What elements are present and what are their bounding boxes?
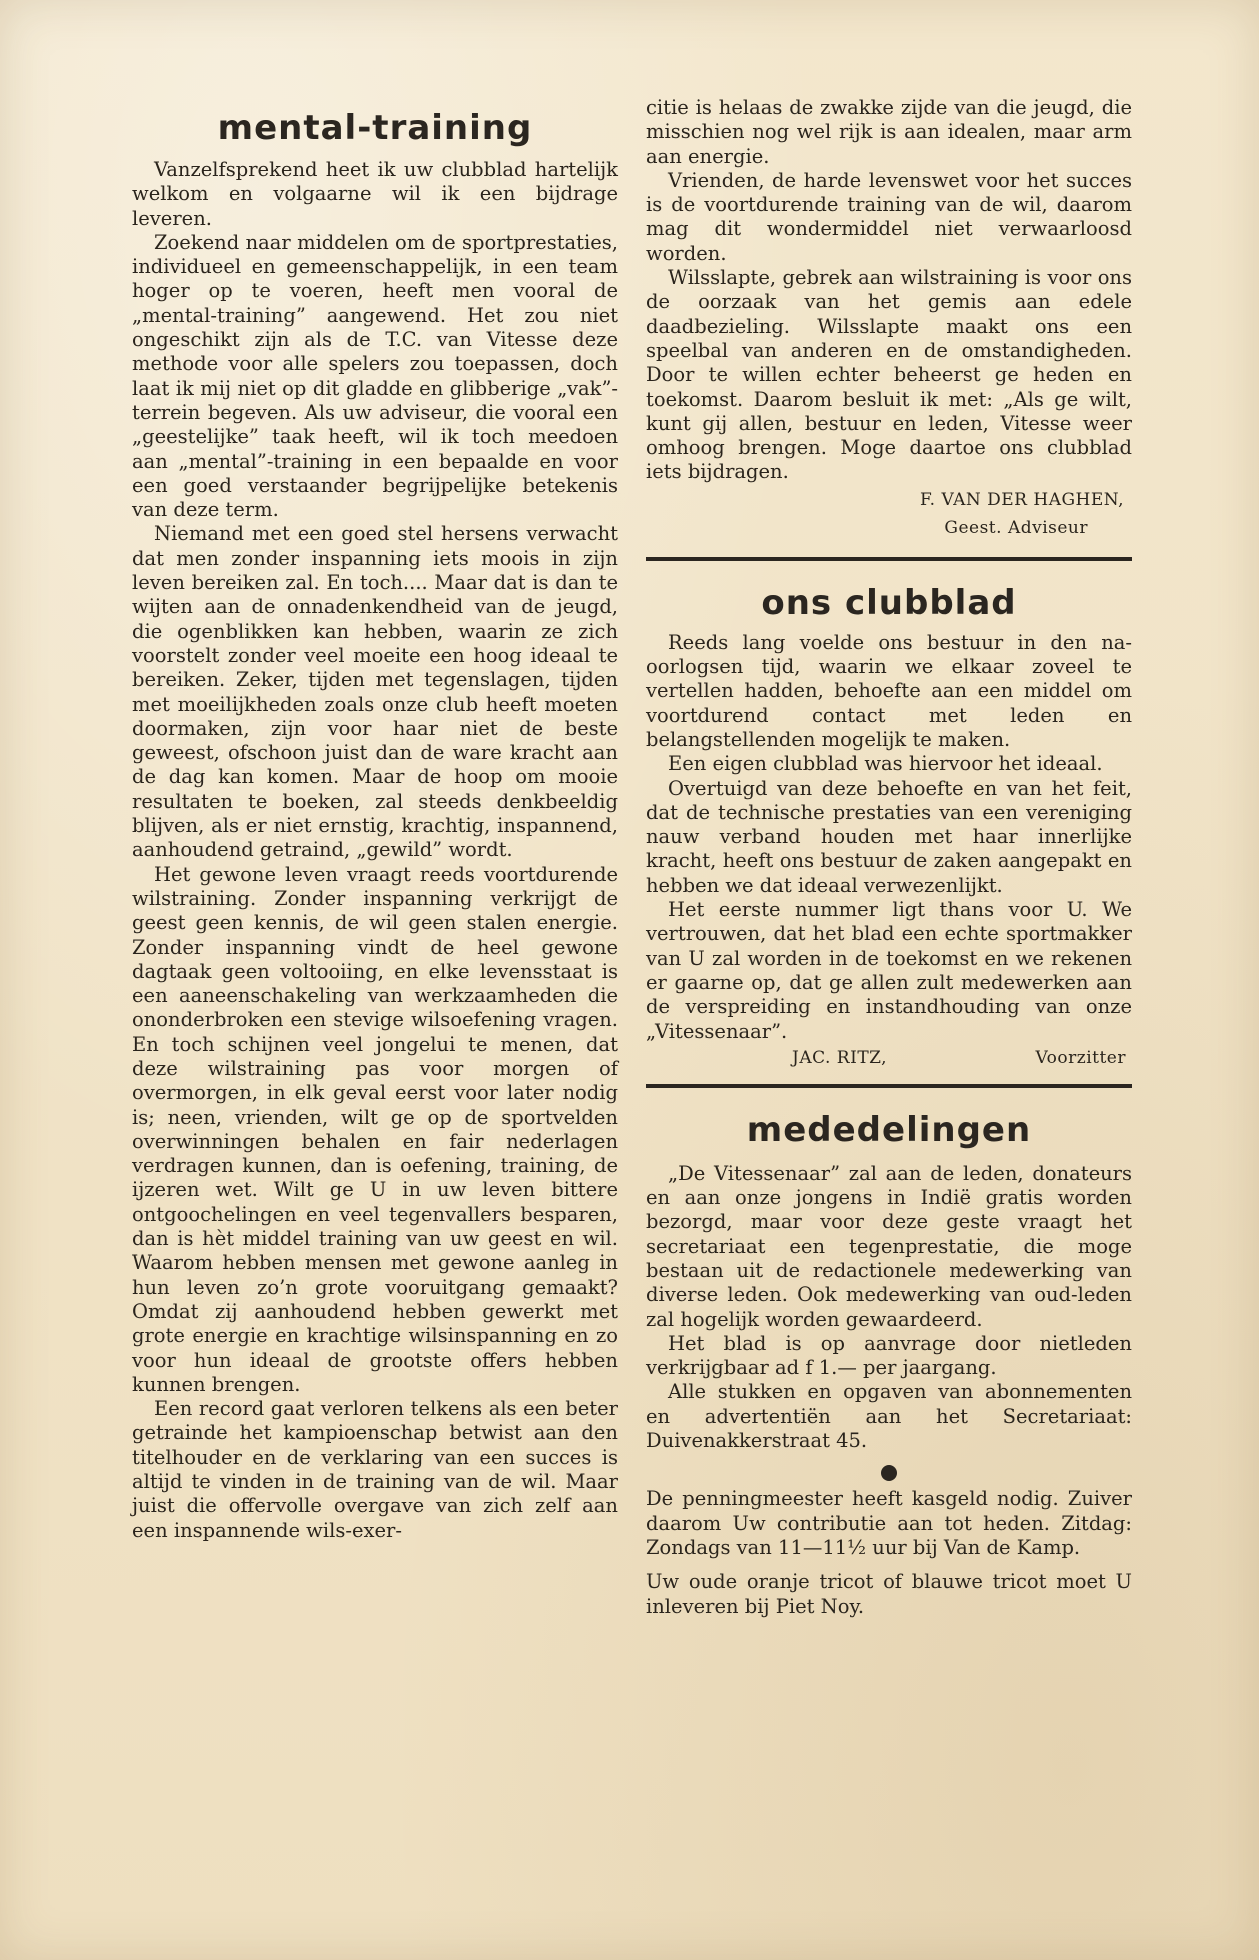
paragraph: Niemand met een goed stel hersens verwacht dat men zonder inspanning iets moois in zijn leven bereiken zal. En toch.... Maar dat is dan te wijten aan de onnadenkendheid van de jeugd, die ogenblikken kan hebben, waarin ze zich voorstelt zonder veel moeite een hoog ideaal te bereiken. Zeker, tijden met tegenslagen, tijden met moeilijkheden zoals onze club heeft moeten doormaken, zijn voor haar niet de beste geweest, ofschoon juist dan de ware kracht aan de dag kan komen. Maar de hoop om mooie resultaten te boeken, zal steeds denkbeeldig blijven, als er niet ernstig, krachtig, inspannend, aanhoudend getraind, „gewild” wordt. xyxy=(132,522,618,862)
signature-title: Voorzitter xyxy=(1035,1047,1126,1068)
mededelingen-notes xyxy=(646,1487,1132,1618)
paragraph: Vanzelfsprekend heet ik uw clubblad hartelijk welkom en volgaarne wil ik een bijdrage leveren. xyxy=(132,158,618,230)
mental-training-body xyxy=(132,158,618,1543)
paragraph: citie is helaas de zwakke zijde van die jeugd, die misschien nog wel rijk is aan idealen, maar arm aan energie. xyxy=(646,96,1132,168)
paragraph: Vrienden, de harde levenswet voor het succes is de voortdurende training van de wil, daarom mag dit wondermiddel niet verwaarloosd worden. xyxy=(646,168,1132,265)
section-divider xyxy=(646,1084,1132,1088)
signature-title: Geest. Adviseur xyxy=(944,517,1088,538)
left-column xyxy=(132,108,618,1543)
signature-name: JAC. RITZ, xyxy=(792,1047,888,1068)
bullet-separator-icon xyxy=(881,1465,897,1481)
mededelingen-body xyxy=(646,1162,1132,1454)
paragraph: Het gewone leven vraagt reeds voortdurende wilstraining. Zonder inspanning verkrijgt de geest geen kennis, de wil geen stalen energie. Zonder inspanning vindt de heel gewone dagtaak geen voltooiing, en elke levensstaat is een aaneenschakeling van werkzaamheden die ononderbroken een stevige wilsoefening vragen. En toch schijnen veel jongelui te menen, dat deze wilstraining pas voor morgen of overmorgen, in elk geval eerst voor later nodig is; neen, vrienden, wilt ge op de sportvelden overwinningen behalen en fair nederlagen verdragen kunnen, dan is oefening, training, de ijzeren wet. Wilt ge U in uw leven bittere ontgoochelingen en veel tegenvallers besparen, dan is hèt middel training van uw geest en wil. Waarom hebben mensen met gewone aanleg in hun leven zo’n grote vooruitgang gemaakt? Omdat zij aanhoudend hebben gewerkt met grote energie en krachtige wilsinspanning en zo voor hun ideaal de grootste offers hebben kunnen brengen. xyxy=(132,862,618,1396)
paragraph: Een record gaat verloren telkens als een beter getrainde het kampioenschap betwist aan den titelhouder en de verklaring van een succes is altijd te vinden in de training van de wil. Maar juist die offervolle overgave van zich zelf aan een inspannende wils-exer- xyxy=(132,1397,618,1542)
ons-clubblad-signature xyxy=(646,1048,1132,1068)
mental-training-continued xyxy=(646,96,1132,485)
heading-ons-clubblad: ons clubblad xyxy=(761,582,1017,623)
paragraph: Overtuigd van deze behoefte en van het feit, dat de technische prestaties van een vereniging nauw verband houden met haar innerlijke kracht, heeft ons bestuur de zaken aangepakt en hebben we dat ideaal verwezenlijkt. xyxy=(646,776,1132,897)
section-divider xyxy=(646,557,1132,561)
paragraph: Het eerste nummer ligt thans voor U. We vertrouwen, dat het blad een echte sportmakker van U zal worden in de toekomst en we rekenen er gaarne op, dat ge allen zult medewerken aan de verspreiding en instandhouding van onze „Vitessenaar”. xyxy=(646,898,1132,1043)
paragraph: „De Vitessenaar” zal aan de leden, donateurs en aan onze jongens in Indië gratis worden bezorgd, maar voor deze geste vraagt het secretariaat een tegenprestatie, die moge bestaan uit de redactionele medewerking van diverse leden. Ook medewerking van oud-leden zal hogelijk worden gewaardeerd. xyxy=(646,1161,1132,1331)
ons-clubblad-body xyxy=(646,631,1132,1044)
paragraph: De penningmeester heeft kasgeld nodig. Zuiver daarom Uw contributie aan tot heden. Zitdag: Zondags van 11—11½ uur bij Van de Kamp. xyxy=(646,1487,1132,1559)
paragraph: Zoekend naar middelen om de sportprestaties, individueel en gemeenschappelijk, in een team hoger op te voeren, heeft men vooral de „mental-training” aangewend. Het zou niet ongeschikt zijn als de T.C. van Vitesse deze methode voor alle spelers zou toepassen, doch laat ik mij niet op dit gladde en glibberige „vak”-terrein begeven. Als uw adviseur, die vooral een „geestelijke” taak heeft, wil ik toch meedoen aan „mental”-training in een bepaalde en voor een goed verstaander begrijpelijke betekenis van deze term. xyxy=(132,230,618,522)
right-column xyxy=(646,96,1132,1619)
signature-name: F. VAN DER HAGHEN, xyxy=(920,489,1124,510)
paragraph: Uw oude oranje tricot of blauwe tricot moet U inleveren bij Piet Noy. xyxy=(646,1570,1132,1618)
heading-mededelingen: mededelingen xyxy=(746,1109,1032,1150)
paragraph: Reeds lang voelde ons bestuur in den na-oorlogsen tijd, waarin we elkaar zoveel te vertellen hadden, behoefte aan een middel om voortdurend contact met leden en belangstellenden mogelijk te maken. xyxy=(646,630,1132,751)
paragraph: Een eigen clubblad was hiervoor het ideaal. xyxy=(668,752,1103,776)
paragraph: Alle stukken en opgaven van abonnementen en advertentiën aan het Secretariaat: Duivenakkerstraat 45. xyxy=(646,1380,1132,1453)
heading-mental-training: mental-training xyxy=(217,108,533,148)
paragraph: Het blad is op aanvrage door nietleden verkrijgbaar ad f 1.— per jaargang. xyxy=(646,1331,1132,1380)
paragraph: Wilsslapte, gebrek aan wilstraining is voor ons de oorzaak van het gemis aan edele daadbezieling. Wilsslapte maakt ons een speelbal van anderen en de omstandigheden. Door te willen echter beheerst ge heden en toekomst. Daarom besluit ik met: „Als ge wilt, kunt gij allen, bestuur en leden, Vitesse weer omhoog brengen. Moge daartoe ons clubblad iets bijdragen. xyxy=(646,266,1132,484)
